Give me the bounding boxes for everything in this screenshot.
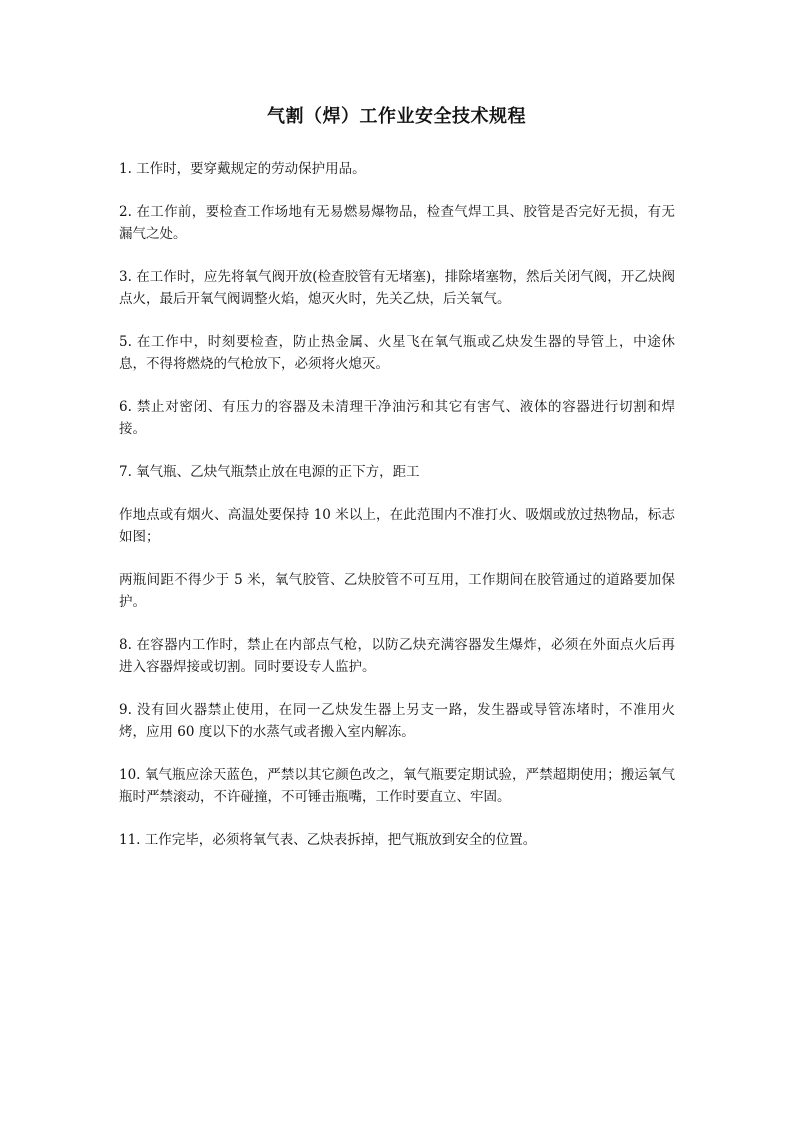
rule-paragraph-10: 10. 氧气瓶应涂天蓝色，严禁以其它颜色改之，氧气瓶要定期试验，严禁超期使用；搬运氧气瓶时严禁滚动，不许碰撞，不可锤击瓶嘴，工作时要直立、牢固。 <box>119 767 675 805</box>
rule-paragraph-2: 2. 在工作前，要检查工作场地有无易燃易爆物品，检查气焊工具、胶管是否完好无损，有无漏气之处。 <box>119 204 675 242</box>
rule-paragraph-5: 5. 在工作中，时刻要检查，防止热金属、火星飞在氧气瓶或乙炔发生器的导管上，中途休息，不得将燃烧的气枪放下，必须将火熄灭。 <box>119 334 675 372</box>
rule-paragraph-7: 7. 氧气瓶、乙炔气瓶禁止放在电源的正下方，距工 <box>119 464 420 480</box>
rule-paragraph-6: 6. 禁止对密闭、有压力的容器及未清理干净油污和其它有害气、液体的容器进行切割和焊接。 <box>119 399 675 437</box>
rule-paragraph-11: 11. 工作完毕，必须将氧气表、乙炔表拆掉，把气瓶放到安全的位置。 <box>119 832 537 848</box>
rule-paragraph-3: 3. 在工作时，应先将氧气阀开放(检查胶管有无堵塞)，排除堵塞物，然后关闭气阀，开乙炔阀点火，最后开氧气阀调整火焰，熄灭火时，先关乙炔，后关氧气。 <box>119 269 675 307</box>
rule-paragraph-7-continued: 作地点或有烟火、高温处要保持 10 米以上，在此范围内不准打火、吸烟或放过热物品，标志如图； <box>119 507 675 545</box>
rule-paragraph-1: 1. 工作时，要穿戴规定的劳动保护用品。 <box>119 161 366 177</box>
rule-paragraph-8: 8. 在容器内工作时，禁止在内部点气枪，以防乙炔充满容器发生爆炸，必须在外面点火后再进入容器焊接或切割。同时要设专人监护。 <box>119 637 675 675</box>
rule-paragraph-9: 9. 没有回火器禁止使用，在同一乙炔发生器上另支一路，发生器或导管冻堵时，不准用火烤，应用 60 度以下的水蒸气或者搬入室内解冻。 <box>119 702 675 740</box>
rule-paragraph-7-spacing: 两瓶间距不得少于 5 米，氧气胶管、乙炔胶管不可互用，工作期间在胶管通过的道路要加保护。 <box>119 572 675 610</box>
document-title: 气割（焊）工作业安全技术规程 <box>267 106 526 127</box>
document-body <box>119 158 675 872</box>
